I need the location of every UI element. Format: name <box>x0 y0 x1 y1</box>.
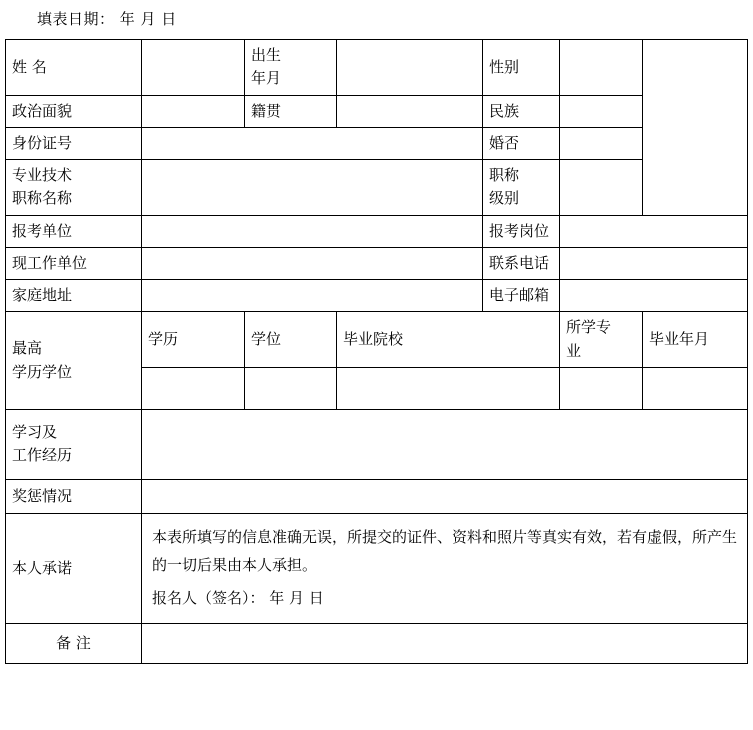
birth-value[interactable] <box>337 40 483 96</box>
table-row <box>6 513 748 623</box>
promise-text: 本表所填写的信息准确无误，所提交的证件、资料和照片等真实有效，若有虚假，所产生的一切后果由本人承担。 <box>152 527 738 574</box>
id-number-value[interactable] <box>142 127 483 159</box>
marital-value[interactable] <box>560 127 643 159</box>
promise-label: 本人承诺 <box>6 513 142 623</box>
edu-label-line2: 学历学位 <box>12 362 73 381</box>
promise-content <box>142 513 748 623</box>
major-value[interactable] <box>560 367 643 409</box>
major-label-line1: 所学专 <box>566 318 612 337</box>
birth-label-line2: 年月 <box>251 69 282 88</box>
major-label <box>560 312 643 368</box>
fill-date-label: 填表日期： 年 月 日 <box>37 10 177 28</box>
awards-label: 奖惩情况 <box>6 479 142 513</box>
table-row <box>6 624 748 664</box>
table-row <box>6 409 748 479</box>
email-label: 电子邮箱 <box>483 280 560 312</box>
email-value[interactable] <box>560 280 748 312</box>
apply-post-value[interactable] <box>560 215 748 247</box>
gender-label: 性别 <box>483 40 560 96</box>
apply-post-label: 报考岗位 <box>483 215 560 247</box>
table-row <box>6 280 748 312</box>
political-value[interactable] <box>142 95 245 127</box>
promise-signature-line[interactable]: 报名人（签名）： 年 月 日 <box>152 589 324 608</box>
edu-label-line1: 最高 <box>12 339 43 358</box>
table-row <box>6 247 748 279</box>
ethnicity-value[interactable] <box>560 95 643 127</box>
tech-title-line1: 专业技术 <box>12 166 73 184</box>
tech-title-line2: 职称名称 <box>12 189 73 208</box>
name-label: 姓 名 <box>6 40 142 96</box>
major-label-line2: 业 <box>566 341 582 360</box>
table-row <box>6 95 748 127</box>
ethnicity-label: 民族 <box>483 95 560 127</box>
school-label: 毕业院校 <box>337 312 560 368</box>
title-level-label <box>483 160 560 216</box>
id-number-label: 身份证号 <box>6 127 142 159</box>
home-address-label: 家庭地址 <box>6 280 142 312</box>
table-row <box>6 215 748 247</box>
native-place-value[interactable] <box>337 95 483 127</box>
highest-education-label <box>6 312 142 410</box>
title-level-line1: 职称 <box>489 166 520 184</box>
home-address-value[interactable] <box>142 280 483 312</box>
birth-label-line1: 出生 <box>251 46 282 64</box>
education-level-value[interactable] <box>142 367 245 409</box>
grad-date-label: 毕业年月 <box>643 312 748 368</box>
experience-value[interactable] <box>142 409 748 479</box>
degree-value[interactable] <box>245 367 337 409</box>
experience-label-line1: 学习及 <box>12 423 58 441</box>
photo-box[interactable] <box>643 40 748 216</box>
experience-label-line2: 工作经历 <box>12 446 73 465</box>
tech-title-value[interactable] <box>142 160 483 216</box>
apply-unit-label: 报考单位 <box>6 215 142 247</box>
degree-label: 学位 <box>245 312 337 368</box>
remark-value[interactable] <box>142 624 748 664</box>
table-row <box>6 160 748 216</box>
title-level-value[interactable] <box>560 160 643 216</box>
table-row <box>6 40 748 96</box>
current-unit-value[interactable] <box>142 247 483 279</box>
table-row <box>6 312 748 368</box>
school-value[interactable] <box>337 367 560 409</box>
grad-date-value[interactable] <box>643 367 748 409</box>
marital-label: 婚否 <box>483 127 560 159</box>
experience-label <box>6 409 142 479</box>
table-row <box>6 127 748 159</box>
name-value[interactable] <box>142 40 245 96</box>
registration-form-table <box>5 39 748 664</box>
apply-unit-value[interactable] <box>142 215 483 247</box>
education-level-label: 学历 <box>142 312 245 368</box>
tech-title-label <box>6 160 142 216</box>
current-unit-label: 现工作单位 <box>6 247 142 279</box>
political-label: 政治面貌 <box>6 95 142 127</box>
phone-label: 联系电话 <box>483 247 560 279</box>
title-level-line2: 级别 <box>489 189 520 208</box>
gender-value[interactable] <box>560 40 643 96</box>
remark-label: 备 注 <box>6 624 142 664</box>
birth-label <box>245 40 337 96</box>
native-place-label: 籍贯 <box>245 95 337 127</box>
table-row <box>6 479 748 513</box>
awards-value[interactable] <box>142 479 748 513</box>
phone-value[interactable] <box>560 247 748 279</box>
